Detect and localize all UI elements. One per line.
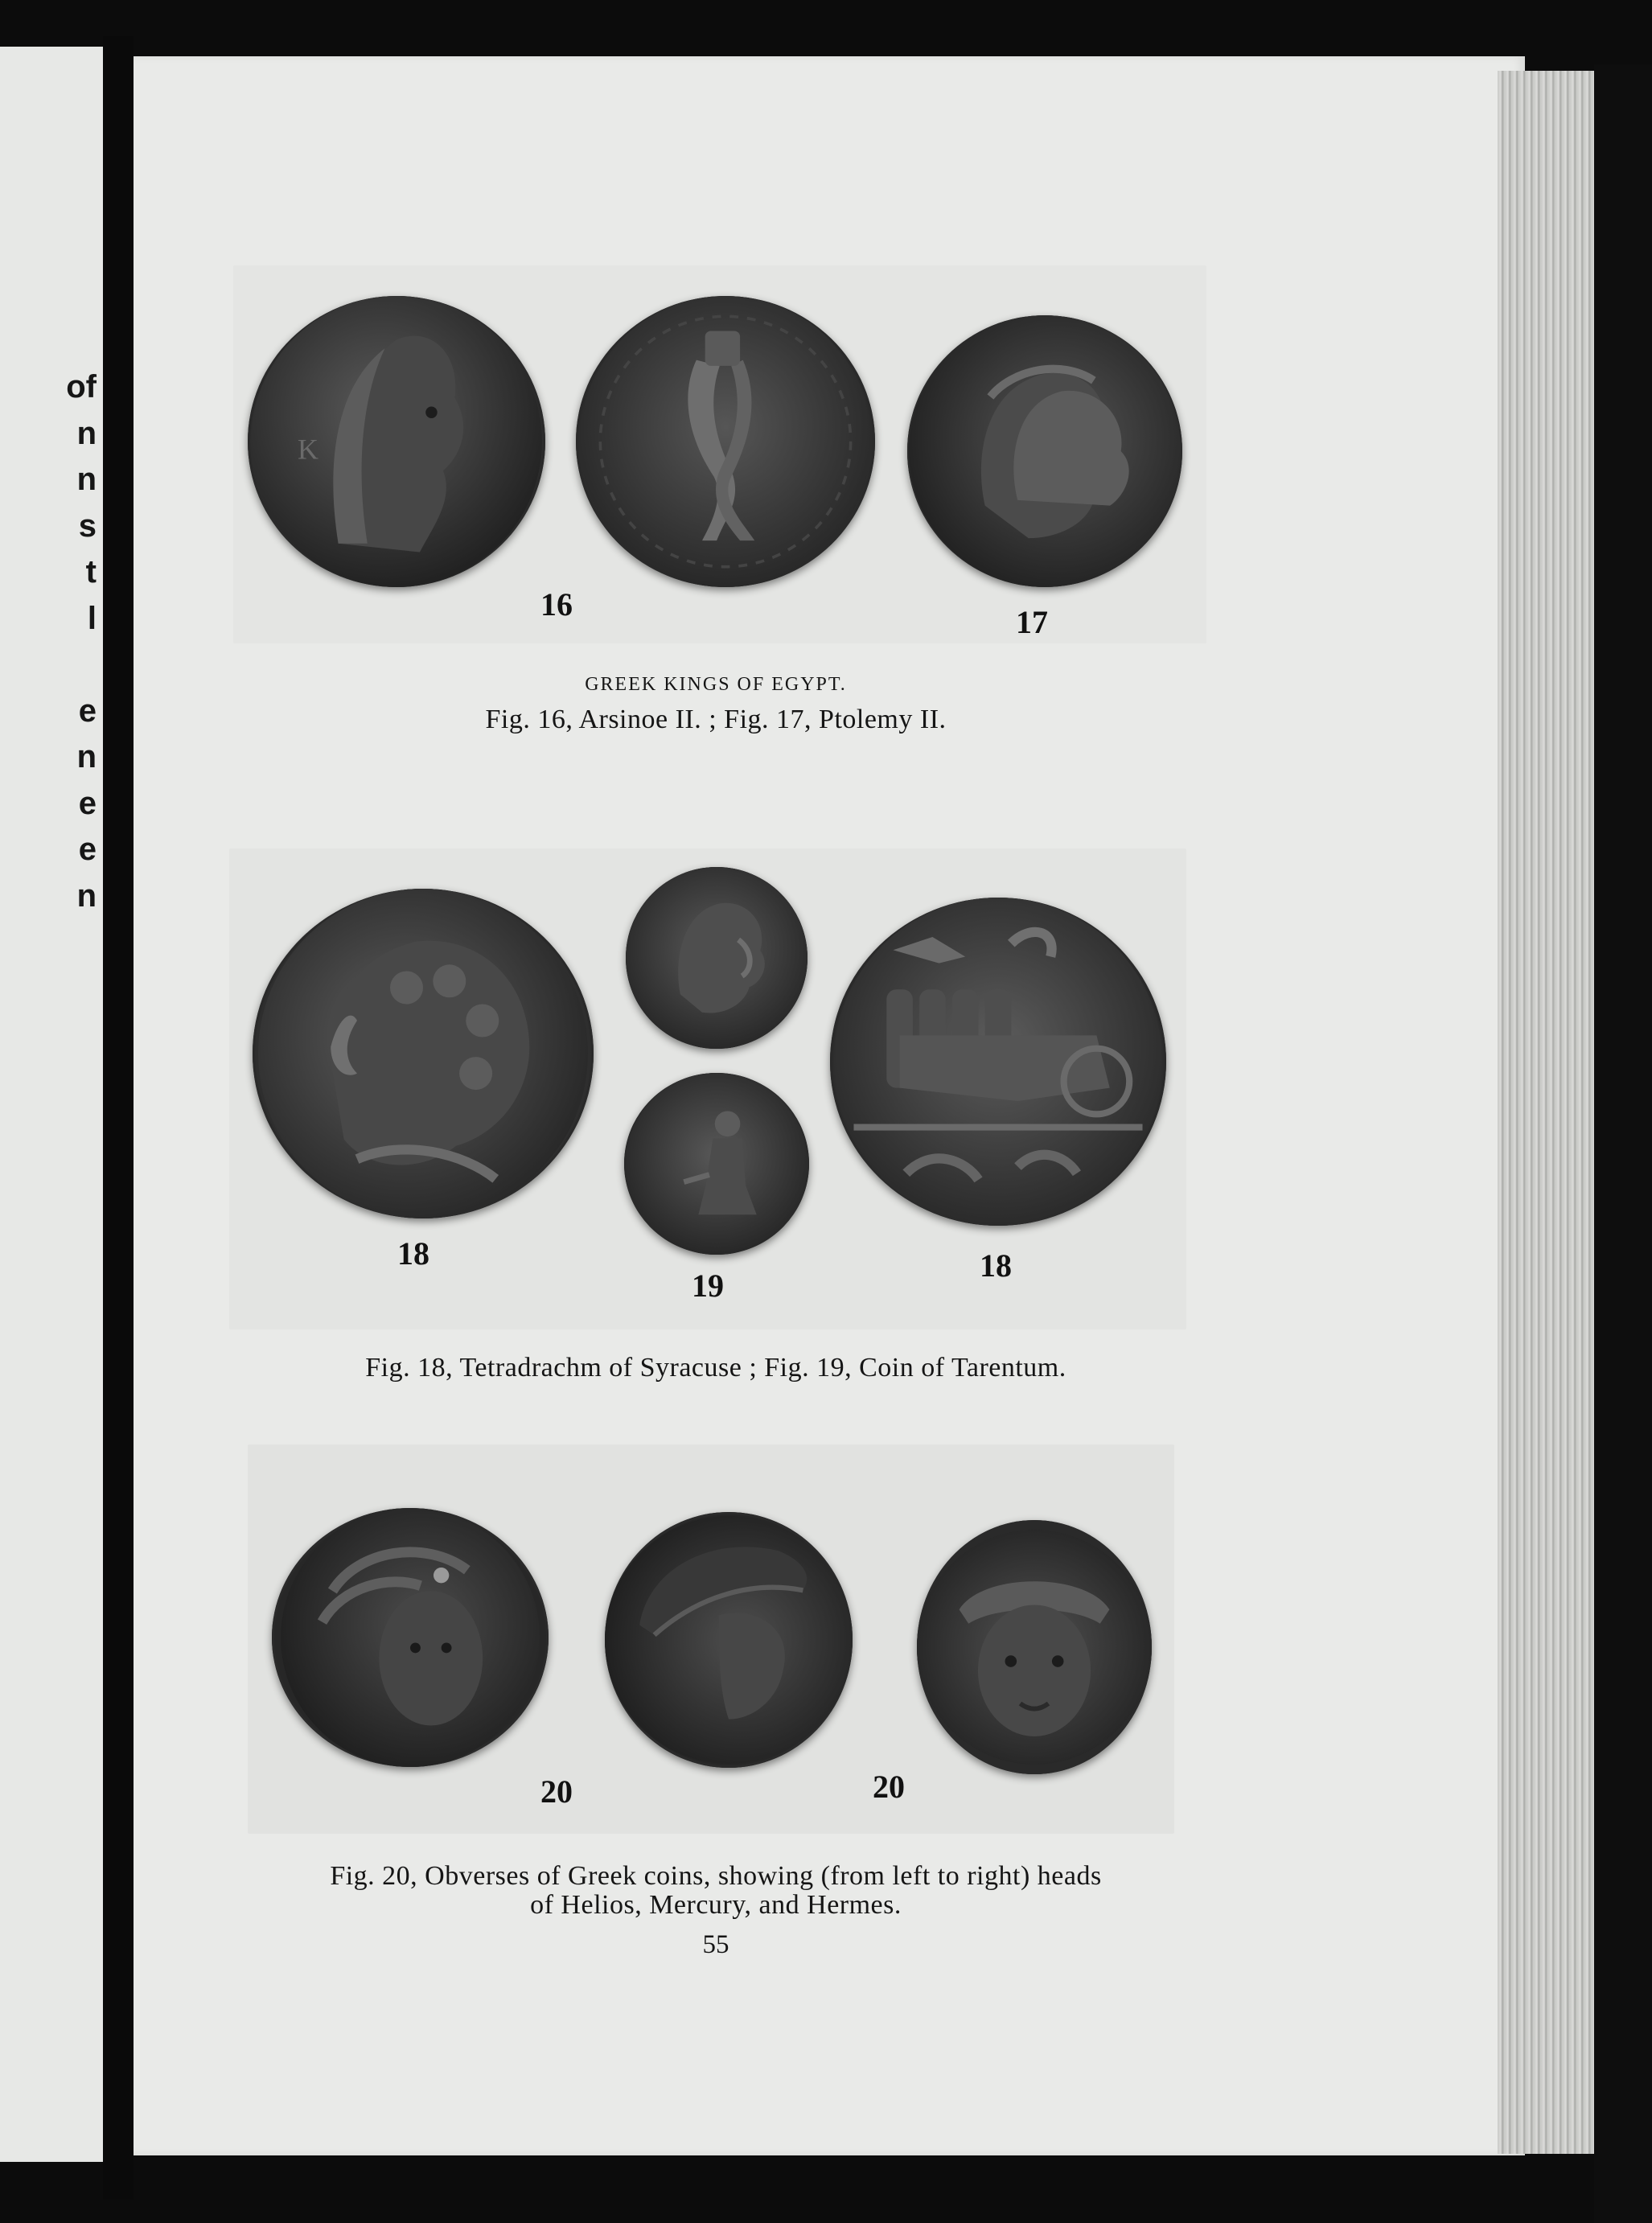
tarentum-seated-figure-coin-icon — [624, 1073, 809, 1255]
figure-number-16: 16 — [540, 586, 573, 623]
page-edges — [1498, 71, 1594, 2154]
plate-1-heading: GREEK KINGS OF EGYPT. — [585, 674, 847, 695]
plate-3-caption-line-1: Fig. 20, Obverses of Greek coins, showing (from left to right) heads — [330, 1861, 1102, 1891]
ptolemy-jugate-heads-coin-icon — [907, 315, 1182, 587]
arethusa-head-tetradrachm-icon — [253, 889, 594, 1218]
book-spine — [1594, 64, 1652, 2223]
helios-head-coin-icon — [272, 1508, 549, 1767]
plate-1-caption: Fig. 16, Arsinoe II. ; Fig. 17, Ptolemy II. — [485, 705, 947, 734]
hermes-head-coin-icon — [917, 1520, 1152, 1774]
double-cornucopia-reverse-coin-icon — [576, 296, 875, 587]
book-gutter — [103, 36, 134, 2200]
svg-text:K: K — [297, 433, 319, 466]
figure-number-18-right: 18 — [980, 1247, 1012, 1284]
figure-number-20-left: 20 — [540, 1773, 573, 1810]
plate-3-caption-line-2: of Helios, Mercury, and Hermes. — [530, 1890, 902, 1920]
figure-number-18-left: 18 — [397, 1235, 429, 1272]
page-number: 55 — [702, 1930, 729, 1959]
tarentum-head-coin-icon — [626, 867, 808, 1049]
arsinoe-veiled-head-coin-icon — [248, 296, 545, 587]
figure-number-17: 17 — [1016, 604, 1048, 640]
left-page-edge — [0, 47, 105, 2162]
plate-2-caption: Fig. 18, Tetradrachm of Syracuse ; Fig. 19, Coin of Tarentum. — [365, 1353, 1066, 1383]
figure-number-20-right: 20 — [873, 1769, 905, 1805]
quadriga-chariot-coin-icon — [830, 898, 1166, 1226]
mercury-head-coin-icon — [605, 1512, 853, 1768]
left-page-text-fragment: of n n s t l e n e e n — [66, 369, 97, 914]
figure-number-19: 19 — [692, 1268, 724, 1304]
